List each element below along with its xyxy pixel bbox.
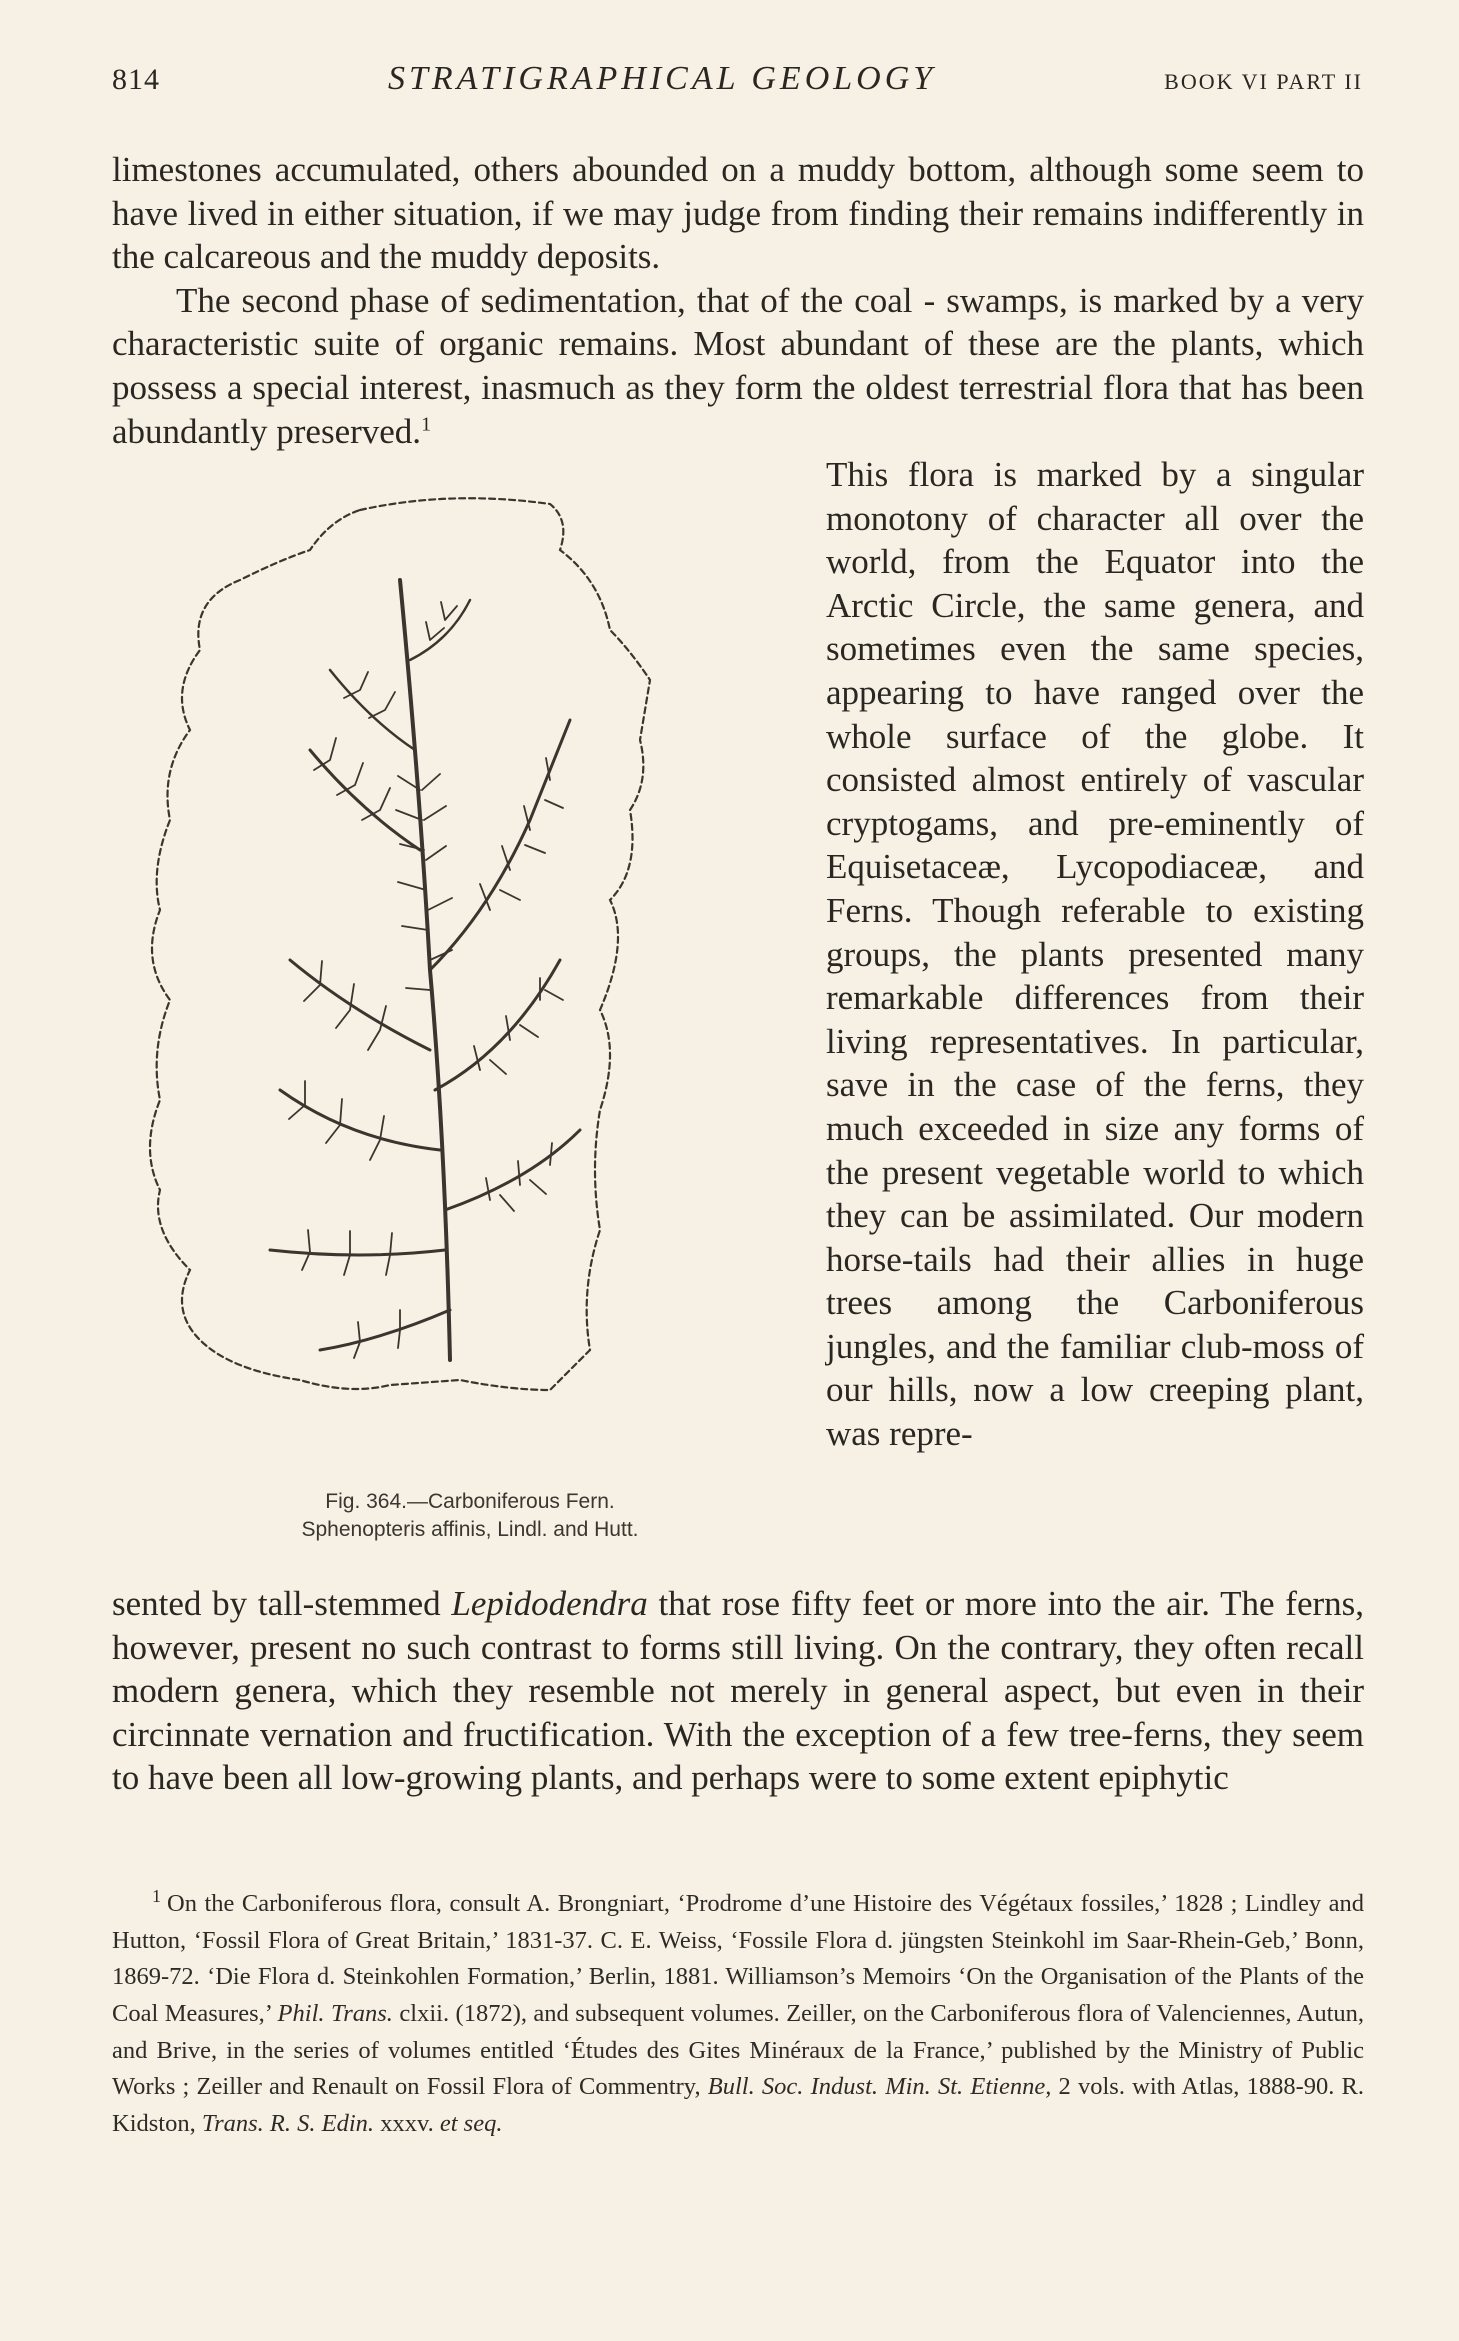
continuation-italic: Lepidodendra: [451, 1584, 648, 1623]
footnote-italic-4: et seq.: [439, 2109, 503, 2137]
continuation-start: sented by tall-stemmed: [112, 1584, 441, 1623]
page-number: 814: [112, 63, 160, 96]
running-title: STRATIGRAPHICAL GEOLOGY: [387, 60, 937, 97]
caption-line-1: Fig. 364.—Carboniferous Fern.: [325, 1490, 615, 1513]
footnote-italic-3: Trans. R. S. Edin.: [201, 2109, 375, 2137]
footnote-text-2: clxii. (1872), and subsequent volumes. Zeiller, on the Carboniferous flora of Valenciennes, Autun, and Brive, in the series of volumes entitled ‘Études des Gites Minéraux de la France,’ published by the Ministry of Public Works ; Zeiller and Renault on Fossil Flora of Commentry,: [112, 1999, 1365, 2101]
caption-line-2: Sphenopteris affinis, Lindl. and Hutt.: [301, 1518, 639, 1541]
fern-fossil-illustration: [130, 490, 790, 1470]
footnote-text-4: xxxv.: [380, 2109, 434, 2137]
paragraph-1: limestones accumulated, others abounded on a muddy bottom, although some seem to have lived in either situation, if we may judge from finding their remains indifferently in the calcareous and the muddy deposits.: [112, 150, 1364, 277]
paragraph-2-text: The second phase of sedimentation, that of the coal - swamps, is marked by a very characteristic suite of organic remains. Most abundant of these are the plants, which possess a special interest, inasmuch as they form the oldest terrestrial flora that has been abundantly preserved.: [112, 280, 1364, 451]
body-text-bottom: [112, 1582, 1364, 1800]
running-head: [112, 60, 1363, 108]
column-text: This flora is marked by a singular monotony of character all over the world, from the Equator into the Arctic Circle, the same genera, and sometimes even the same species, appearing to have ranged over the whole surface of the globe. It consisted almost entirely of vascular cryptogams, and pre-eminently of Equisetaceæ, Lycopodiaceæ, and Ferns. Though referable to existing groups, the plants presented many remarkable differences from their living representatives. In particular, save in the case of the ferns, they much exceeded in size any forms of the present vegetable world to which they can be assimilated. Our modern horse-tails had their allies in huge trees among the Carboniferous jungles, and the familiar club-moss of our hills, now a low creeping plant, was repre-: [826, 455, 1364, 1454]
body-text-top: [112, 148, 1364, 453]
footnote-italic-1: Phil. Trans.: [277, 1999, 393, 2027]
footnote-block: [112, 1878, 1364, 2142]
footnote-ref[interactable]: 1: [421, 412, 432, 435]
footnote-mark: 1: [152, 1886, 161, 1906]
paragraph-continuation: [112, 1582, 1364, 1800]
footnote-text-1: On the Carboniferous flora, consult A. Brongniart, ‘Prodrome d’une Histoire des Végétaux fossiles,’ 1828 ; Lindley and Hutton, ‘Fossil Flora of Great Britain,’ 1831-37. C. E. Weiss, ‘Fossile Flora d. jüngsten Steinkohl im Saar-Rhein-Geb,’ Bonn, 1869-72. ‘Die Flora d. Steinkohlen Formation,’ Berlin, 1881. Williamson’s Memoirs ‘On the Organisation of the Plants of the Coal Measures,’: [112, 1890, 1364, 2027]
footnote-italic-2: Bull. Soc. Indust. Min. St. Etienne,: [707, 2073, 1052, 2101]
book-part-label: BOOK VI PART II: [1164, 69, 1363, 94]
continuation-rest: that rose fifty feet or more into the air. The ferns, however, present no such contrast to forms still living. On the contrary, they often recall modern genera, which they resemble not merely in general aspect, but even in their circinnate vernation and fructification. With the exception of a few tree-ferns, they seem to have been all low-growing plants, and perhaps were to some extent epiphytic: [112, 1584, 1365, 1798]
paragraph-2: [112, 279, 1364, 453]
footnote-text-3: 2 vols. with Atlas, 1888-90. R. Kidston,: [112, 2073, 1365, 2137]
figure-caption: [200, 1488, 740, 1544]
